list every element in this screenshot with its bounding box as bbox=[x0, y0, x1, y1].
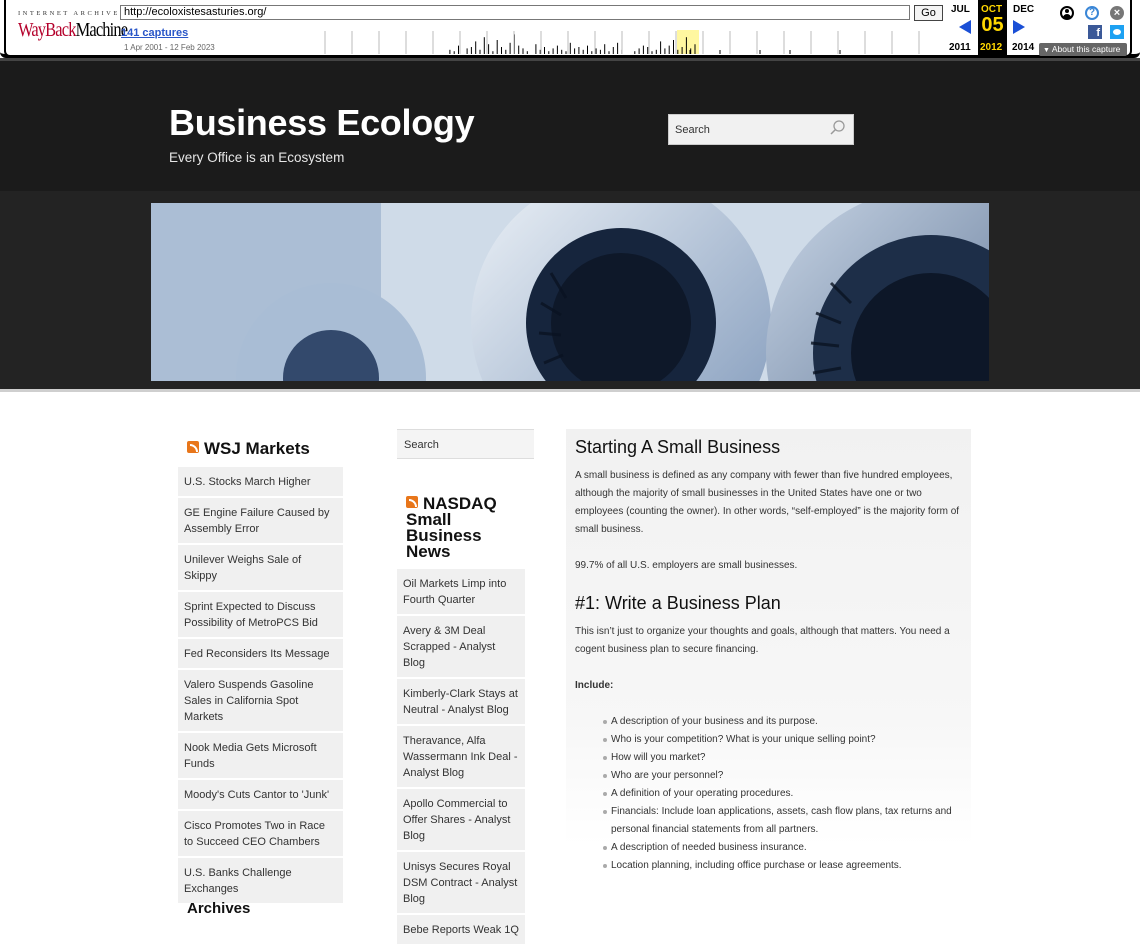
site-description: Every Office is an Ecosystem bbox=[169, 150, 345, 165]
list-item[interactable]: Valero Suspends Gasoline Sales in California Spot Markets bbox=[178, 670, 343, 733]
wayback-sparkline[interactable] bbox=[320, 28, 942, 54]
sidebar-search-input[interactable] bbox=[397, 429, 534, 459]
wsj-list bbox=[178, 467, 343, 905]
list-item[interactable]: Unisys Secures Royal DSM Contract - Analyst Blog bbox=[397, 852, 525, 915]
nasdaq-widget-title bbox=[397, 496, 517, 560]
main-article bbox=[566, 429, 971, 919]
hero-section bbox=[0, 191, 1140, 392]
wayback-captures-link[interactable]: 141 captures bbox=[121, 27, 189, 39]
wayback-date-range: 1 Apr 2001 - 12 Feb 2023 bbox=[124, 43, 215, 52]
wayback-prev-month[interactable]: JUL bbox=[951, 4, 970, 15]
list-item: How will you market? bbox=[603, 749, 962, 767]
header-search-input[interactable] bbox=[668, 114, 854, 145]
search-icon[interactable] bbox=[830, 120, 846, 136]
wayback-sparkline-highlight bbox=[677, 30, 699, 54]
site-header bbox=[0, 58, 1140, 191]
nasdaq-title-text[interactable]: NASDAQ Small Business News bbox=[406, 494, 497, 561]
wayback-url-input[interactable]: http://ecoloxistesasturies.org/ bbox=[120, 5, 910, 20]
list-item[interactable]: Apollo Commercial to Offer Shares - Analyst Blog bbox=[397, 789, 525, 852]
list-item[interactable]: U.S. Stocks March Higher bbox=[178, 467, 343, 498]
wayback-next-year[interactable]: 2014 bbox=[1012, 42, 1035, 53]
wayback-prev-year[interactable]: 2011 bbox=[949, 42, 971, 53]
list-item[interactable]: Fed Reconsiders Its Message bbox=[178, 639, 343, 670]
close-icon[interactable]: × bbox=[1110, 6, 1124, 20]
wayback-current-year: 2012 bbox=[980, 42, 1003, 53]
list-item[interactable]: Avery & 3M Deal Scrapped - Analyst Blog bbox=[397, 616, 525, 679]
wayback-logo-top: INTERNET ARCHIVE bbox=[18, 10, 120, 17]
wayback-logo-wayback: WayBack bbox=[18, 19, 76, 41]
article-title[interactable]: Starting A Small Business bbox=[575, 437, 781, 457]
list-item[interactable]: Cisco Promotes Two in Race to Succeed CEO Chambers bbox=[178, 811, 343, 858]
wsj-title-text[interactable]: WSJ Markets bbox=[204, 439, 310, 458]
prev-capture-arrow-icon[interactable] bbox=[959, 20, 971, 34]
list-item[interactable]: U.S. Banks Challenge Exchanges bbox=[178, 858, 343, 905]
include-label: Include: bbox=[575, 680, 614, 691]
caret-down-icon: ▼ bbox=[1043, 47, 1052, 54]
help-icon[interactable]: ? bbox=[1085, 6, 1099, 20]
wayback-logo-machine: Machine bbox=[75, 19, 128, 41]
archives-title: Archives bbox=[187, 900, 251, 917]
include-list bbox=[603, 713, 962, 875]
list-item[interactable]: Kimberly-Clark Stays at Neutral - Analyst Blog bbox=[397, 679, 525, 726]
list-item: Location planning, including office purchase or lease agreements. bbox=[603, 857, 962, 875]
twitter-icon[interactable] bbox=[1110, 25, 1124, 39]
facebook-icon[interactable]: f bbox=[1088, 25, 1102, 39]
rss-icon[interactable] bbox=[187, 441, 199, 453]
list-item[interactable]: Bebe Reports Weak 1Q bbox=[397, 915, 525, 946]
list-item[interactable]: Moody's Cuts Cantor to 'Junk' bbox=[178, 780, 343, 811]
list-item[interactable]: Nook Media Gets Microsoft Funds bbox=[178, 733, 343, 780]
next-capture-arrow-icon[interactable] bbox=[1013, 20, 1025, 34]
wayback-go-button[interactable]: Go bbox=[914, 5, 943, 21]
wayback-current-day: 05 bbox=[981, 14, 1004, 36]
list-item[interactable]: Sprint Expected to Discuss Possibility of MetroPCS Bid bbox=[178, 592, 343, 639]
nasdaq-widget bbox=[397, 496, 525, 946]
wayback-about-capture-button[interactable] bbox=[1039, 43, 1127, 56]
wayback-about-label: About this capture bbox=[1051, 44, 1121, 54]
wayback-next-month[interactable]: DEC bbox=[1013, 4, 1035, 15]
list-item[interactable]: Theravance, Alfa Wassermann Ink Deal - Analyst Blog bbox=[397, 726, 525, 789]
user-account-icon[interactable] bbox=[1060, 6, 1074, 20]
wayback-toolbar bbox=[0, 0, 1140, 58]
list-item: Who is your competition? What is your unique selling point? bbox=[603, 731, 962, 749]
wayback-current-month: OCT bbox=[981, 4, 1003, 15]
wsj-markets-widget bbox=[178, 441, 343, 905]
nasdaq-list bbox=[397, 569, 525, 946]
article-stat: 99.7% of all U.S. employers are small businesses. bbox=[575, 560, 798, 571]
sidebar-search-placeholder: Search bbox=[404, 439, 439, 451]
header-search-placeholder: Search bbox=[675, 124, 710, 136]
gears-banner-image bbox=[151, 203, 989, 381]
list-item[interactable]: GE Engine Failure Caused by Assembly Error bbox=[178, 498, 343, 545]
list-item[interactable]: Unilever Weighs Sale of Skippy bbox=[178, 545, 343, 592]
rss-icon[interactable] bbox=[406, 496, 418, 508]
list-item: A description of your business and its purpose. bbox=[603, 713, 962, 731]
list-item[interactable]: Oil Markets Limp into Fourth Quarter bbox=[397, 569, 525, 616]
site-title[interactable]: Business Ecology bbox=[169, 102, 475, 143]
list-item: A description of needed business insurance. bbox=[603, 839, 962, 857]
section-heading: #1: Write a Business Plan bbox=[575, 593, 781, 613]
list-item: Who are your personnel? bbox=[603, 767, 962, 785]
list-item: Financials: Include loan applications, assets, cash flow plans, tax returns and personal financial statements from all partners. bbox=[603, 803, 962, 839]
wsj-widget-title bbox=[178, 441, 343, 457]
article-intro: A small business is defined as any company with fewer than five hundred employees, although the majority of small businesses in the United States have one or two employees (counting the owner). In other words, “self-employed” is the majority form of small business. bbox=[575, 470, 960, 535]
plan-text: This isn’t just to organize your thoughts and goals, although that matters. You need a cogent business plan to secure financing. bbox=[575, 626, 950, 655]
wayback-logo[interactable] bbox=[18, 19, 127, 42]
list-item: A definition of your operating procedures. bbox=[603, 785, 962, 803]
